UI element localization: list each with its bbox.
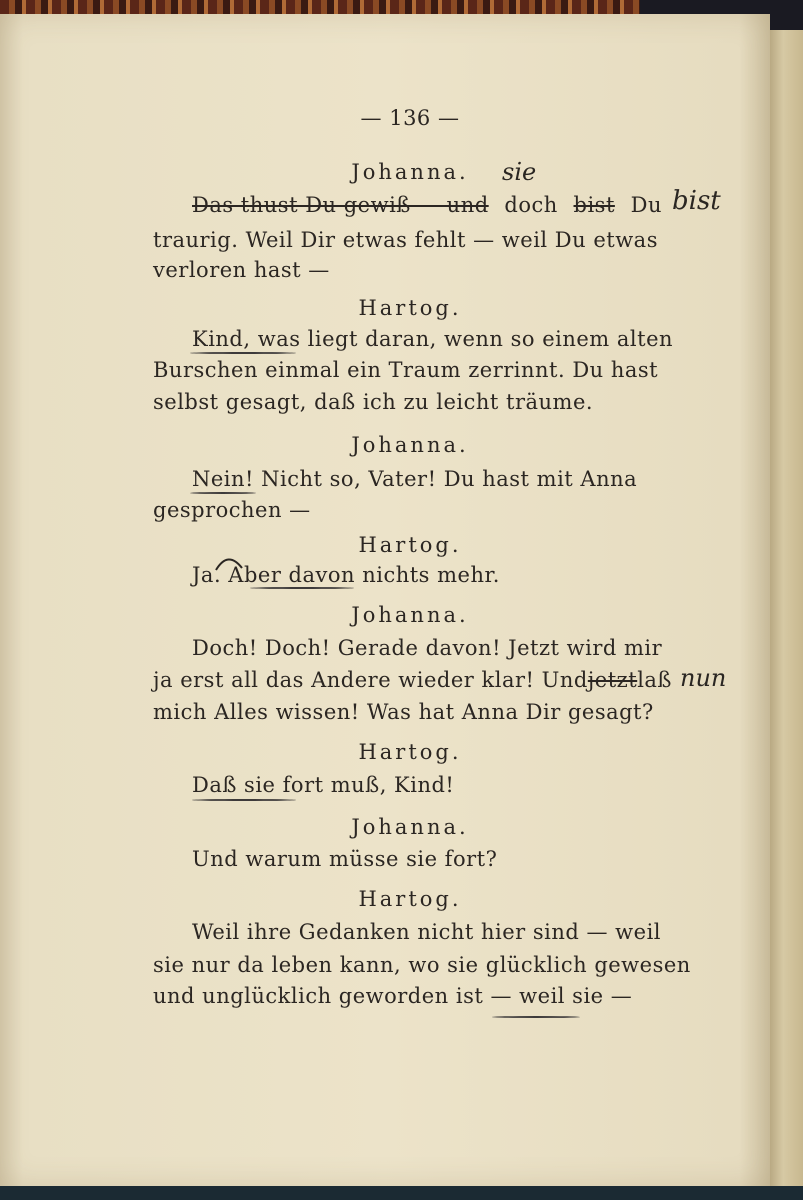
text-line-1 (192, 193, 662, 217)
speaker-hartog: Hartog. (358, 887, 462, 911)
pencil-underline (492, 1016, 580, 1018)
speaker-hartog: Hartog. (358, 533, 462, 557)
pencil-underline (190, 492, 256, 494)
page-edge (770, 30, 803, 1186)
text-line-3: verloren hast — (153, 258, 330, 282)
background-strip (0, 1186, 803, 1200)
text-line-16: sie nur da leben kann, wo sie glücklich gewesen (153, 953, 691, 977)
line-11-start: ja erst all das Andere wieder klar! Und (153, 668, 588, 692)
struck-text: Das thust Du gewiß — und (192, 193, 489, 217)
word-doch: doch (504, 193, 558, 217)
pencil-underline (250, 587, 354, 589)
speaker-johanna: Johanna. (351, 603, 469, 627)
struck-word-bist: bist (573, 193, 615, 217)
speaker-johanna: Johanna. (351, 433, 469, 457)
pencil-underline (190, 352, 296, 354)
word-du: Du (630, 193, 662, 217)
text-line-12: mich Alles wissen! Was hat Anna Dir gesagt? (153, 700, 654, 724)
text-line-7: Nein! Nicht so, Vater! Du hast mit Anna (192, 467, 638, 491)
speaker-hartog: Hartog. (358, 740, 462, 764)
insertion-caret (214, 550, 244, 574)
text-line-14: Und warum müsse sie fort? (192, 847, 498, 871)
pencil-underline (192, 799, 296, 801)
speaker-johanna: Johanna. (351, 160, 469, 184)
text-line-4: Kind, was liegt daran, wenn so einem alten (192, 327, 674, 351)
text-line-5: Burschen einmal ein Traum zerrinnt. Du hast (153, 358, 659, 382)
page-number: — 136 — (360, 106, 460, 130)
speaker-johanna: Johanna. (351, 815, 469, 839)
text-line-8: gesprochen — (153, 498, 311, 522)
text-line-11 (153, 668, 672, 692)
text-line-17: und unglücklich geworden ist — weil sie — (153, 984, 633, 1008)
struck-word-jetzt: jetzt (587, 668, 638, 692)
text-line-2: traurig. Weil Dir etwas fehlt — weil Du etwas (153, 228, 658, 252)
handwritten-insertion: sie (502, 158, 537, 186)
book-page (0, 14, 770, 1186)
text-line-10: Doch! Doch! Gerade davon! Jetzt wird mir (192, 636, 663, 660)
margin-note-nun: nun (680, 664, 727, 692)
text-line-15: Weil ihre Gedanken nicht hier sind — weil (192, 920, 662, 944)
text-line-13: Daß sie fort muß, Kind! (192, 773, 455, 797)
margin-note-bist: bist (672, 186, 721, 216)
word-lass: laß (637, 668, 672, 692)
speaker-hartog: Hartog. (358, 296, 462, 320)
text-line-6: selbst gesagt, daß ich zu leicht träume. (153, 390, 594, 414)
text-line-9: Ja. Aber davon nichts mehr. (192, 563, 500, 587)
